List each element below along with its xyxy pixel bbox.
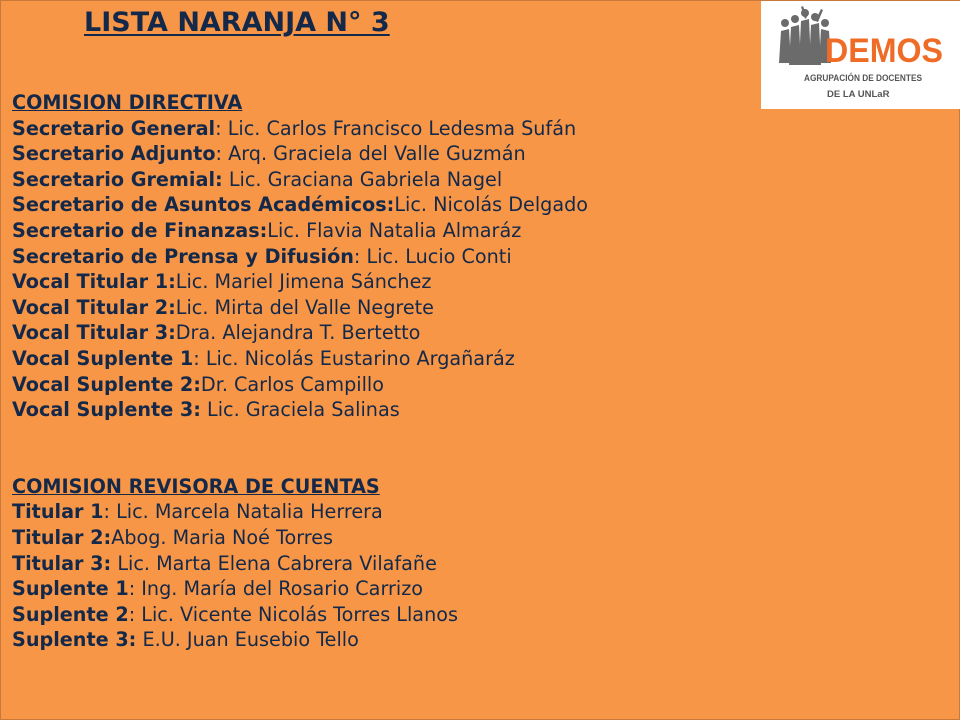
member-role: Suplente 1	[12, 577, 129, 601]
logo-tagline-1: AGRUPACIÓN DE DOCENTES	[804, 73, 940, 84]
member-separator: :	[215, 142, 229, 166]
logo-tagline-2: DE LA UNLaR	[827, 89, 890, 100]
member-role: Titular 3:	[12, 551, 112, 575]
member-role: Vocal Titular 1:	[12, 270, 176, 294]
directiva-list	[12, 116, 588, 423]
member-role: Titular 2:	[12, 525, 112, 549]
logo-wordmark: DEMOS	[825, 32, 943, 70]
member-name: Ing. María del Rosario Carrizo	[141, 577, 424, 601]
member-role: Secretario Gremial:	[12, 167, 223, 191]
member-name: Lic. Graciana Gabriela Nagel	[228, 167, 503, 191]
member-separator: :	[128, 602, 142, 626]
member-line	[12, 295, 588, 321]
member-line	[12, 346, 588, 372]
member-line	[12, 167, 588, 193]
people-silhouette-icon	[779, 6, 831, 65]
member-role: Secretario de Finanzas:	[12, 218, 268, 242]
member-name: Lic. Carlos Francisco Ledesma Sufán	[227, 116, 577, 140]
member-role: Vocal Suplente 1	[12, 346, 194, 370]
member-role: Suplente 3:	[12, 628, 137, 652]
member-name: Abog. Maria Noé Torres	[111, 525, 334, 549]
demos-logo-graphic	[761, 1, 960, 109]
member-separator: :	[103, 500, 117, 524]
member-line	[12, 320, 588, 346]
member-name: Lic. Mirta del Valle Negrete	[175, 295, 434, 319]
member-separator: :	[193, 346, 206, 370]
page-title: LISTA NARANJA N° 3	[84, 7, 390, 38]
member-name: E.U. Juan Eusebio Tello	[142, 628, 359, 652]
member-separator: :	[128, 577, 142, 601]
member-name: Lic. Nicolás Eustarino Argañaráz	[205, 346, 515, 370]
member-role: Secretario de Asuntos Académicos:	[12, 193, 395, 217]
member-line	[12, 269, 588, 295]
member-line	[12, 218, 588, 244]
member-name: Lic. Flavia Natalia Almaráz	[267, 218, 522, 242]
member-line	[12, 397, 588, 423]
member-line	[12, 525, 588, 551]
member-name: Lic. Lucio Conti	[366, 244, 512, 268]
member-separator: :	[215, 116, 228, 140]
member-role: Vocal Titular 2:	[12, 295, 176, 319]
member-role: Suplente 2	[12, 602, 129, 626]
member-role: Vocal Titular 3:	[12, 321, 176, 345]
member-name: Lic. Nicolás Delgado	[394, 193, 589, 217]
member-line	[12, 192, 588, 218]
member-name: Lic. Mariel Jimena Sánchez	[175, 270, 432, 294]
member-line	[12, 602, 588, 628]
member-name: Lic. Graciela Salinas	[207, 398, 400, 422]
member-name: Lic. Marta Elena Cabrera Vilafañe	[117, 551, 437, 575]
member-line	[12, 627, 588, 653]
member-name: Dra. Alejandra T. Bertetto	[175, 321, 421, 345]
member-line	[12, 372, 588, 398]
member-line	[12, 141, 588, 167]
member-role: Vocal Suplente 3:	[12, 398, 201, 422]
section-gap	[12, 423, 588, 474]
revisora-list	[12, 499, 588, 653]
section-heading-revisora: COMISION REVISORA DE CUENTAS	[12, 474, 380, 498]
member-name: Lic. Marcela Natalia Herrera	[116, 500, 383, 524]
member-line	[12, 499, 588, 525]
member-role: Secretario General	[12, 116, 216, 140]
member-separator: :	[353, 244, 367, 268]
member-line	[12, 551, 588, 577]
section-heading-directiva: COMISION DIRECTIVA	[12, 91, 243, 114]
member-name: Lic. Vicente Nicolás Torres Llanos	[141, 602, 458, 626]
member-role: Secretario de Prensa y Difusión	[12, 244, 354, 268]
member-line	[12, 576, 588, 602]
member-role: Secretario Adjunto	[12, 142, 216, 166]
member-role: Vocal Suplente 2:	[12, 372, 201, 396]
member-name: Arq. Graciela del Valle Guzmán	[228, 142, 526, 166]
member-role: Titular 1	[12, 500, 104, 524]
member-name: Dr. Carlos Campillo	[200, 372, 384, 396]
member-line	[12, 244, 588, 270]
member-line	[12, 116, 588, 142]
demos-logo	[761, 1, 960, 109]
slide-body	[12, 90, 588, 653]
